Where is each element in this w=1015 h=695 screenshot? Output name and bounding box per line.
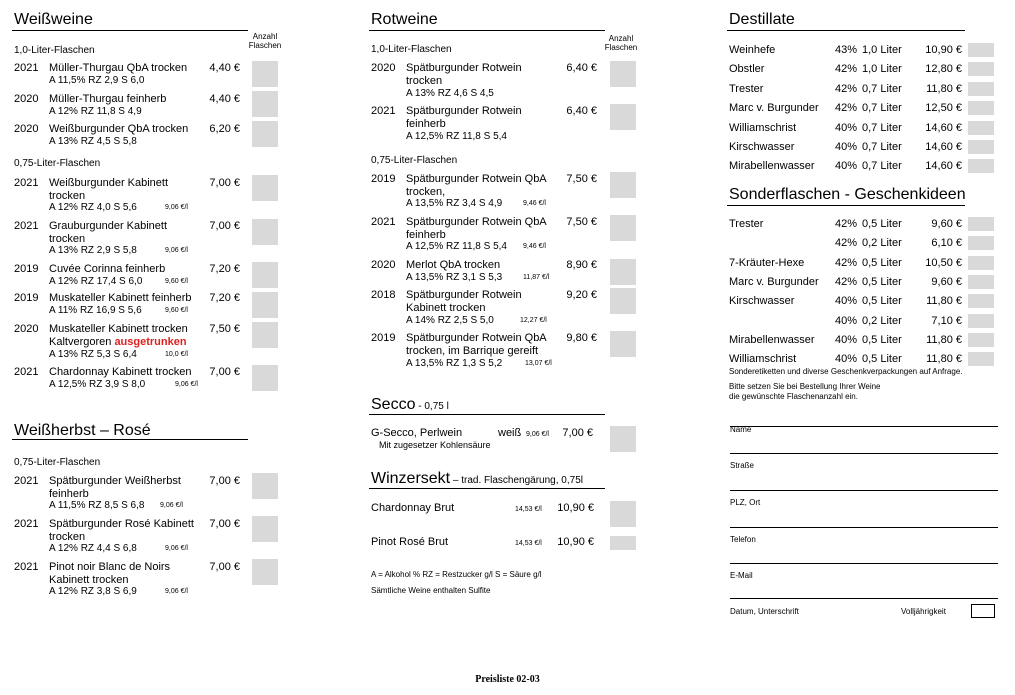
spirit-alcohol: 40%: [835, 314, 858, 327]
quantity-input[interactable]: [252, 516, 278, 542]
spirit-alcohol: 40%: [835, 121, 858, 134]
wine-year: 2021: [371, 216, 396, 228]
rotwein-sub1: 1,0-Liter-Flaschen: [371, 44, 452, 55]
weisswein-sub2: 0,75-Liter-Flaschen: [14, 158, 101, 169]
secco-price: 7,00 €: [562, 427, 593, 439]
quantity-input[interactable]: [252, 121, 278, 147]
rose-title: Weißherbst – Rosé: [14, 422, 151, 439]
wine-price: 4,40 €: [209, 62, 240, 74]
wine-details: A 11% RZ 16,9 S 5,6: [49, 305, 142, 316]
destillate-rule: [727, 30, 965, 31]
wine-name: Müller-Thurgau feinherb: [49, 93, 167, 105]
quantity-input[interactable]: [968, 43, 994, 57]
spirit-volume: 0,5 Liter: [862, 295, 902, 308]
spirit-volume: 0,7 Liter: [862, 102, 902, 115]
sonder-rule: [727, 205, 965, 206]
wine-price: 6,20 €: [209, 123, 240, 135]
spirit-name: Kirschwasser: [729, 295, 795, 308]
spirit-name: Weinhefe: [729, 44, 776, 56]
rose-sub: 0,75-Liter-Flaschen: [14, 457, 101, 468]
sekt-title-suffix: – trad. Flaschengärung, 0,75l: [450, 475, 583, 486]
wine-details: A 12% RZ 11,8 S 4,9: [49, 106, 142, 117]
sekt-name: Pinot Rosé Brut: [371, 536, 449, 548]
per-liter-price: 9,06 €/l: [165, 204, 188, 211]
spirit-price: 9,60 €: [931, 218, 962, 230]
quantity-input[interactable]: [610, 288, 636, 314]
wine-name: Chardonnay Kabinett trocken: [49, 366, 192, 378]
wine-year: 2020: [14, 123, 39, 135]
secco-color: weiß: [498, 427, 522, 439]
sekt-rule: [369, 488, 605, 489]
gift-note: Sonderetiketten und diverse Geschenkverpackungen auf Anfrage.: [729, 367, 963, 376]
spirit-volume: 0,7 Liter: [862, 160, 902, 173]
quantity-input[interactable]: [252, 61, 278, 87]
secco-title: [371, 396, 449, 414]
spirit-alcohol: 40%: [835, 141, 858, 153]
spirit-alcohol: 42%: [835, 237, 858, 250]
quantity-input[interactable]: [968, 101, 994, 115]
quantity-input[interactable]: [968, 62, 994, 76]
spirit-price: 10,50 €: [925, 256, 962, 269]
wine-price: 9,80 €: [566, 332, 597, 344]
wine-price: 7,20 €: [209, 263, 240, 275]
quantity-input[interactable]: [252, 559, 278, 585]
wine-details: A 13% RZ 4,6 S 4,5: [406, 88, 494, 99]
secco-note: Mit zugesetzer Kohlensäure: [379, 440, 491, 450]
rotwein-title: Rotweine: [371, 11, 438, 28]
order-note-1: Bitte setzen Sie bei Bestellung Ihrer Weine: [729, 382, 881, 391]
spirit-price: 11,80 €: [926, 333, 962, 346]
quantity-input[interactable]: [968, 294, 994, 308]
quantity-input[interactable]: [610, 501, 636, 527]
wine-details: A 13% RZ 5,3 S 6,4: [49, 349, 137, 360]
wine-year: 2021: [371, 105, 396, 117]
rotwein-sub2: 0,75-Liter-Flaschen: [371, 155, 458, 166]
quantity-input[interactable]: [968, 159, 994, 173]
wine-details: A 11,5% RZ 2,9 S 6,0: [49, 75, 145, 86]
quantity-input[interactable]: [968, 314, 994, 328]
per-liter-price: 9,46 €/l: [523, 200, 546, 207]
age-label: Volljährigkeit: [901, 607, 946, 616]
quantity-input[interactable]: [968, 140, 994, 154]
wine-year: 2021: [14, 62, 39, 74]
quantity-input[interactable]: [610, 536, 636, 550]
wine-year: 2019: [14, 263, 39, 275]
spirit-price: 14,60 €: [925, 160, 962, 173]
quantity-input[interactable]: [610, 104, 636, 130]
spirit-alcohol: 42%: [835, 102, 858, 115]
spirit-price: 12,80 €: [925, 63, 962, 76]
spirit-volume: 0,5 Liter: [862, 275, 902, 288]
wine-year: 2021: [14, 177, 39, 189]
quantity-input[interactable]: [968, 236, 994, 250]
per-liter-price: 12,27 €/l: [520, 317, 547, 324]
wine-details: A 11,5% RZ 8,5 S 6,8: [49, 500, 145, 511]
wine-details: A 12% RZ 3,8 S 6,9: [49, 586, 137, 597]
wine-details: A 13,5% RZ 3,4 S 4,9: [406, 198, 503, 209]
phone-field[interactable]: [730, 563, 998, 564]
sekt-name: Chardonnay Brut: [371, 502, 455, 514]
secco-title-suffix: - 0,75 l: [415, 401, 449, 412]
quantity-input[interactable]: [968, 275, 994, 289]
spirit-alcohol: 43%: [835, 44, 858, 56]
sekt-title: [371, 470, 583, 488]
spirit-volume: 0,2 Liter: [862, 237, 902, 250]
wine-name-suffix: Kaltvergoren: [49, 336, 112, 348]
per-liter-price: 9,06 €/l: [175, 381, 198, 388]
signature-label: Datum, Unterschrift: [730, 607, 799, 616]
wine-details: A 13% RZ 4,5 S 5,8: [49, 136, 137, 147]
wine-year: 2021: [14, 366, 39, 378]
age-checkbox[interactable]: [971, 604, 995, 618]
sold-out-badge: ausgetrunken: [114, 336, 187, 348]
quantity-input[interactable]: [610, 426, 636, 452]
weisswein-title: Weißweine: [14, 11, 93, 28]
wine-details: A 12,5% RZ 11,8 S 5,4: [406, 131, 507, 142]
spirit-alcohol: 42%: [835, 218, 858, 230]
spirit-alcohol: 42%: [835, 82, 858, 95]
spirit-price: 11,80 €: [926, 353, 962, 366]
sekt-price: 10,90 €: [557, 502, 594, 514]
secco-name: G-Secco, Perlwein: [371, 427, 463, 439]
wine-year: 2019: [14, 292, 39, 304]
per-liter-price: 9,06 €/l: [160, 502, 183, 509]
sonder-title: Sonderflaschen - Geschenkideen: [729, 186, 966, 203]
spirit-name: Kirschwasser: [729, 141, 795, 153]
wine-price: 7,00 €: [209, 366, 240, 378]
wine-year: 2018: [371, 289, 396, 301]
wine-name: Spätburgunder Weißherbst feinherb: [49, 475, 181, 500]
wine-year: 2021: [14, 561, 39, 573]
spirit-alcohol: 40%: [835, 333, 858, 346]
per-liter-price: 13,07 €/l: [525, 360, 552, 367]
spirit-alcohol: 40%: [835, 160, 858, 173]
wine-name: Weißburgunder Kabinett trocken: [49, 177, 169, 202]
quantity-input[interactable]: [968, 352, 994, 366]
wine-name: Grauburgunder Kabinett trocken: [49, 220, 168, 245]
city-field[interactable]: [730, 527, 998, 528]
destillate-title: Destillate: [729, 11, 795, 28]
wine-details: A 14% RZ 2,5 S 5,0: [406, 315, 494, 326]
spirit-price: 14,60 €: [925, 141, 962, 153]
wine-price: 7,50 €: [566, 216, 597, 228]
wine-year: 2020: [14, 93, 39, 105]
wine-price: 9,20 €: [566, 289, 597, 301]
rose-rule: [12, 439, 248, 440]
legend-text: A = Alkohol % RZ = Restzucker g/l S = Säure g/l: [371, 570, 542, 579]
wine-name: Pinot noir Blanc de Noirs Kabinett trocken: [49, 561, 171, 586]
wine-name: Spätburgunder Rotwein QbA feinherb: [406, 216, 547, 241]
spirit-volume: 0,5 Liter: [862, 333, 902, 346]
wine-price: 7,00 €: [209, 220, 240, 232]
spirit-name: Obstler: [729, 63, 765, 76]
wine-price: 4,40 €: [209, 93, 240, 105]
per-liter-price: 9,06 €/l: [165, 545, 188, 552]
wine-price: 7,50 €: [209, 323, 240, 335]
spirit-volume: 0,7 Liter: [862, 121, 902, 134]
quantity-input[interactable]: [252, 219, 278, 245]
spirit-volume: 0,2 Liter: [862, 314, 902, 327]
spirit-name: Trester: [729, 218, 764, 230]
spirit-price: 11,80 €: [926, 82, 962, 95]
wine-details: A 12% RZ 17,4 S 6,0: [49, 276, 143, 287]
sulfite-note: Sämtliche Weine enthalten Sulfite: [371, 586, 491, 595]
wine-year: 2020: [14, 323, 39, 335]
wine-year: 2020: [371, 259, 396, 271]
wine-details: A 12,5% RZ 11,8 S 5,4: [406, 241, 507, 252]
page-footer: Preisliste 02-03: [475, 674, 540, 685]
wine-name: Cuvée Corinna feinherb: [49, 263, 166, 275]
spirit-volume: 1,0 Liter: [862, 44, 902, 56]
wine-name: Spätburgunder Rosé Kabinett trocken: [49, 518, 194, 543]
per-liter-price: 9,06 €/l: [165, 588, 188, 595]
wine-year: 2019: [371, 332, 396, 344]
quantity-input[interactable]: [968, 217, 994, 231]
spirit-alcohol: 40%: [835, 295, 858, 308]
secco-title-text: Secco: [371, 396, 416, 413]
spirit-name: 7-Kräuter-Hexe: [729, 256, 805, 269]
wine-price: 6,40 €: [566, 105, 597, 117]
weisswein-anzahl-header: Anzahl Flaschen: [248, 32, 282, 50]
wine-year: 2021: [14, 475, 39, 487]
spirit-alcohol: 42%: [835, 63, 858, 76]
wine-details: A 13,5% RZ 3,1 S 5,3: [406, 272, 503, 283]
per-liter-price: 11,87 €/l: [523, 274, 550, 281]
wine-year: 2021: [14, 518, 39, 530]
spirit-price: 6,10 €: [931, 237, 962, 250]
quantity-input[interactable]: [968, 256, 994, 270]
quantity-input[interactable]: [610, 259, 636, 285]
email-field[interactable]: [730, 598, 998, 599]
quantity-input[interactable]: [968, 121, 994, 135]
quantity-input[interactable]: [252, 473, 278, 499]
wine-name: Spätburgunder Rotwein trocken: [406, 62, 522, 87]
per-liter-price: 14,53 €/l: [515, 540, 542, 547]
wine-details: A 12,5% RZ 3,9 S 8,0: [49, 379, 146, 390]
wine-name: Muskateller Kabinett feinherb: [49, 292, 192, 304]
per-liter-price: 9,60 €/l: [165, 278, 188, 285]
wine-name: Spätburgunder Rotwein Kabinett trocken: [406, 289, 522, 314]
quantity-input[interactable]: [252, 262, 278, 288]
sekt-price: 10,90 €: [557, 536, 594, 548]
city-label: PLZ, Ort: [730, 498, 761, 507]
wine-details: A 12% RZ 4,0 S 5,6: [49, 202, 137, 213]
rotwein-rule: [369, 30, 605, 31]
spirit-volume: 0,5 Liter: [862, 218, 902, 230]
wine-price: 7,50 €: [566, 173, 597, 185]
spirit-volume: 0,7 Liter: [862, 82, 902, 95]
wine-name: Spätburgunder Rotwein QbA trocken, im Barrique gereift: [406, 332, 547, 357]
spirit-alcohol: 40%: [835, 353, 858, 366]
email-label: E-Mail: [730, 571, 753, 580]
weisswein-sub1: 1,0-Liter-Flaschen: [14, 45, 95, 56]
quantity-input[interactable]: [252, 91, 278, 117]
secco-rule: [369, 414, 605, 415]
spirit-price: 7,10 €: [931, 314, 962, 327]
wine-name: Weißburgunder QbA trocken: [49, 123, 189, 135]
per-liter-price: 9,46 €/l: [523, 243, 546, 250]
quantity-input[interactable]: [252, 175, 278, 201]
spirit-name: Marc v. Burgunder: [729, 102, 819, 115]
name-label: Name: [730, 425, 752, 434]
wine-price: 7,00 €: [209, 561, 240, 573]
spirit-alcohol: 42%: [835, 275, 858, 288]
spirit-alcohol: 42%: [835, 256, 858, 269]
quantity-input[interactable]: [610, 61, 636, 87]
sekt-title-text: Winzersekt: [371, 470, 451, 487]
quantity-input[interactable]: [610, 215, 636, 241]
wine-name: Müller-Thurgau QbA trocken: [49, 62, 188, 74]
wine-price: 7,00 €: [209, 177, 240, 189]
spirit-volume: 0,5 Liter: [862, 353, 902, 366]
per-liter-price: 9,06 €/l: [165, 247, 188, 254]
wine-name-line2: [49, 336, 187, 349]
wine-year: 2020: [371, 62, 396, 74]
spirit-name: Williamschrist: [729, 353, 797, 366]
quantity-input[interactable]: [968, 333, 994, 347]
quantity-input[interactable]: [968, 82, 994, 96]
per-liter-price: 9,60 €/l: [165, 307, 188, 314]
quantity-input[interactable]: [610, 331, 636, 357]
name-field-line: [730, 426, 998, 427]
name-field[interactable]: [730, 453, 998, 454]
per-liter-price: 9,06 €/l: [526, 431, 549, 438]
phone-label: Telefon: [730, 535, 756, 544]
wine-year: 2019: [371, 173, 396, 185]
per-liter-price: 10,0 €/l: [165, 351, 188, 358]
wine-name: Muskateller Kabinett trocken: [49, 323, 188, 335]
spirit-name: Trester: [729, 82, 764, 95]
per-liter-price: 14,53 €/l: [515, 506, 542, 513]
wine-year: 2021: [14, 220, 39, 232]
wine-name: Merlot QbA trocken: [406, 259, 501, 271]
spirit-volume: 0,5 Liter: [862, 256, 902, 269]
spirit-name: Mirabellenwasser: [729, 160, 815, 173]
spirit-price: 12,50 €: [925, 102, 962, 115]
quantity-input[interactable]: [252, 292, 278, 318]
wine-price: 7,00 €: [209, 475, 240, 487]
weisswein-rule: [12, 30, 248, 31]
spirit-price: 10,90 €: [925, 44, 962, 56]
spirit-name: Williamschrist: [729, 121, 797, 134]
wine-name: Spätburgunder Rotwein QbA trocken,: [406, 173, 547, 198]
spirit-name: Marc v. Burgunder: [729, 275, 819, 288]
street-label: Straße: [730, 461, 755, 470]
spirit-price: 9,60 €: [931, 275, 962, 288]
spirit-volume: 0,7 Liter: [862, 141, 902, 153]
wine-price: 6,40 €: [566, 62, 597, 74]
wine-details: A 12% RZ 4,4 S 6,8: [49, 543, 137, 554]
spirit-volume: 1,0 Liter: [862, 63, 902, 76]
spirit-price: 14,60 €: [925, 121, 962, 134]
wine-details: A 13% RZ 2,9 S 5,8: [49, 245, 137, 256]
wine-price: 7,20 €: [209, 292, 240, 304]
quantity-input[interactable]: [610, 172, 636, 198]
wine-price: 8,90 €: [566, 259, 597, 271]
spirit-name: Mirabellenwasser: [729, 333, 815, 346]
quantity-input[interactable]: [252, 322, 278, 348]
spirit-price: 11,80 €: [926, 295, 962, 308]
wine-name: Spätburgunder Rotwein feinherb: [406, 105, 522, 130]
street-field[interactable]: [730, 490, 998, 491]
quantity-input[interactable]: [252, 365, 278, 391]
wine-price: 7,00 €: [209, 518, 240, 530]
rotwein-anzahl-header: Anzahl Flaschen: [604, 34, 638, 52]
order-note-2: die gewünschte Flaschenanzahl ein.: [729, 392, 858, 401]
wine-details: A 13,5% RZ 1,3 S 5,2: [406, 358, 503, 369]
